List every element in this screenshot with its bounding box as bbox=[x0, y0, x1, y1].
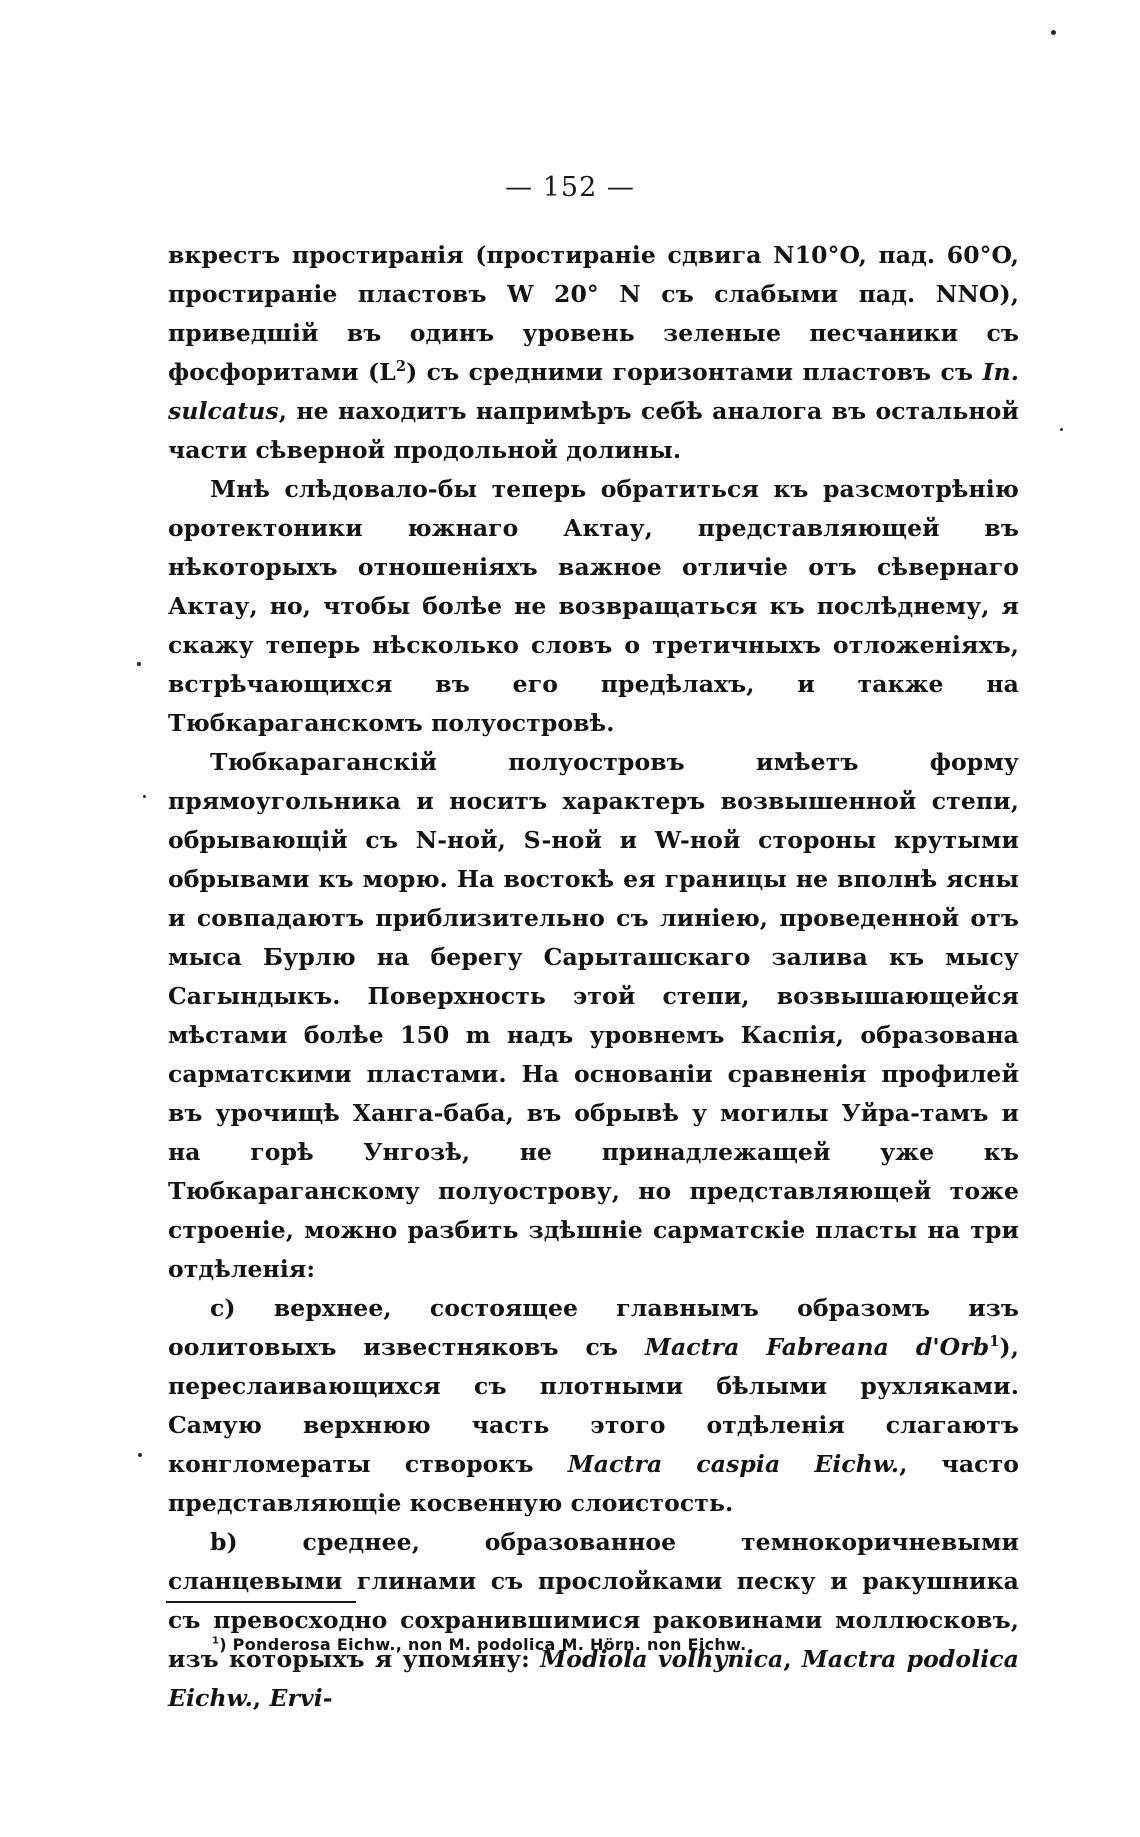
footnote-divider bbox=[166, 1601, 356, 1603]
page-number: — 152 — bbox=[505, 172, 635, 203]
paragraph-1 bbox=[168, 236, 1019, 470]
species-name-ervilia: Ervi- bbox=[269, 1684, 333, 1712]
paragraph-4-text-b: ), переслаивающихся съ плотными бѣлыми рухляками. Самую верхнюю часть этого отдѣленія слагаютъ конгломераты створокъ bbox=[168, 1333, 1019, 1478]
paper-speck bbox=[1060, 428, 1063, 431]
body-text bbox=[168, 236, 1019, 1718]
paragraph-3: Тюбкараганскій полуостровъ имѣетъ форму прямоугольника и носитъ характеръ возвышенной степи, обрывающій съ N-ной, S-ной и W-ной стороны крутыми обрывами къ морю. На востокѣ ея границы не вполнѣ ясны и совпадаютъ приблизительно съ линіею, проведенной отъ мыса Бурлю на берегу Сарыташскаго залива къ мысу Сагындыкъ. Поверхность этой степи, возвышающейся мѣстами болѣе 150 m надъ уровнемъ Каспія, образована сарматскими пластами. На основаніи сравненія профилей въ урочищѣ Ханга-баба, въ обрывѣ у могилы Уйра-тамъ и на горѣ Унгозѣ, не принадлежащей уже къ Тюбкараганскому полуострову, но представляющей тоже строеніе, можно разбить здѣшніе сарматскіе пласты на три отдѣленія: bbox=[168, 748, 1019, 1283]
paragraph-4-text-a: c) верхнее, состоящее главнымъ образомъ изъ оолитовыхъ известняковъ съ bbox=[168, 1294, 1019, 1361]
footnote-text: ) Ponderosa Eichw., non M. podolica M. Hörn. non Eichw. bbox=[219, 1635, 747, 1654]
paper-speck bbox=[143, 795, 146, 798]
footnote-marker: 1 bbox=[212, 1635, 220, 1647]
paragraph-4-text-c: , часто представляющіе косвенную слоистость. bbox=[168, 1450, 1019, 1517]
paragraph-2: Мнѣ слѣдовало-бы теперь обратиться къ разсмотрѣнію оротектоники южнаго Актау, представляющей въ нѣкоторыхъ отношеніяхъ важное отличіе отъ сѣвернаго Актау, но, чтобы болѣе не возвращаться къ послѣднему, я скажу теперь нѣсколько словъ о третичныхъ отложеніяхъ, встрѣчающихся въ его предѣлахъ, и также на Тюбкараганскомъ полуостровѣ. bbox=[168, 475, 1019, 737]
paragraph-5-text-a: b) среднее, образованное темнокоричневыми сланцевыми глинами съ прослойками песку и ракушника съ превосходно сохранившимися раковинами моллюсковъ, изъ которыхъ я упомяну: bbox=[168, 1528, 1019, 1673]
footnote bbox=[212, 1634, 992, 1656]
paragraph-1-superscript: 2 bbox=[395, 358, 407, 376]
paragraph-1-text-a: вкрестъ простиранія (простираніе сдвига N10°O, пад. 60°O, простираніе пластовъ W 20° N съ слабыми пад. NNO), приведшій въ одинъ уровень зеленые песчаники съ фосфоритами (L bbox=[168, 241, 1019, 386]
species-name-modiola-volhynica: Modiola volhynica bbox=[540, 1645, 784, 1673]
paragraph-5-middle-division bbox=[168, 1523, 1019, 1718]
species-name-mactra-fabreana: Mactra Fabreana d'Orb bbox=[644, 1333, 990, 1361]
paragraph-4-upper-division bbox=[168, 1289, 1019, 1523]
paper-speck bbox=[1051, 30, 1056, 35]
footnote-reference: 1 bbox=[989, 1333, 1000, 1351]
species-name-inoceramus: In. sulcatus bbox=[168, 358, 1020, 425]
paragraph-1-text-b: ) съ средними горизонтами пластовъ съ bbox=[406, 358, 983, 386]
species-name-mactra-podolica: Mactra podolica Eichw. bbox=[168, 1645, 1019, 1712]
paragraph-5-separator-2: , bbox=[252, 1684, 270, 1712]
species-name-mactra-caspia: Mactra caspia Eichw. bbox=[567, 1450, 900, 1478]
paper-speck bbox=[137, 662, 141, 666]
paragraph-1-text-c: , не находитъ напримѣръ себѣ аналога въ остальной части сѣверной продольной долины. bbox=[168, 397, 1019, 464]
paragraph-5-separator-1: , bbox=[783, 1645, 802, 1673]
paper-speck bbox=[138, 1453, 142, 1457]
